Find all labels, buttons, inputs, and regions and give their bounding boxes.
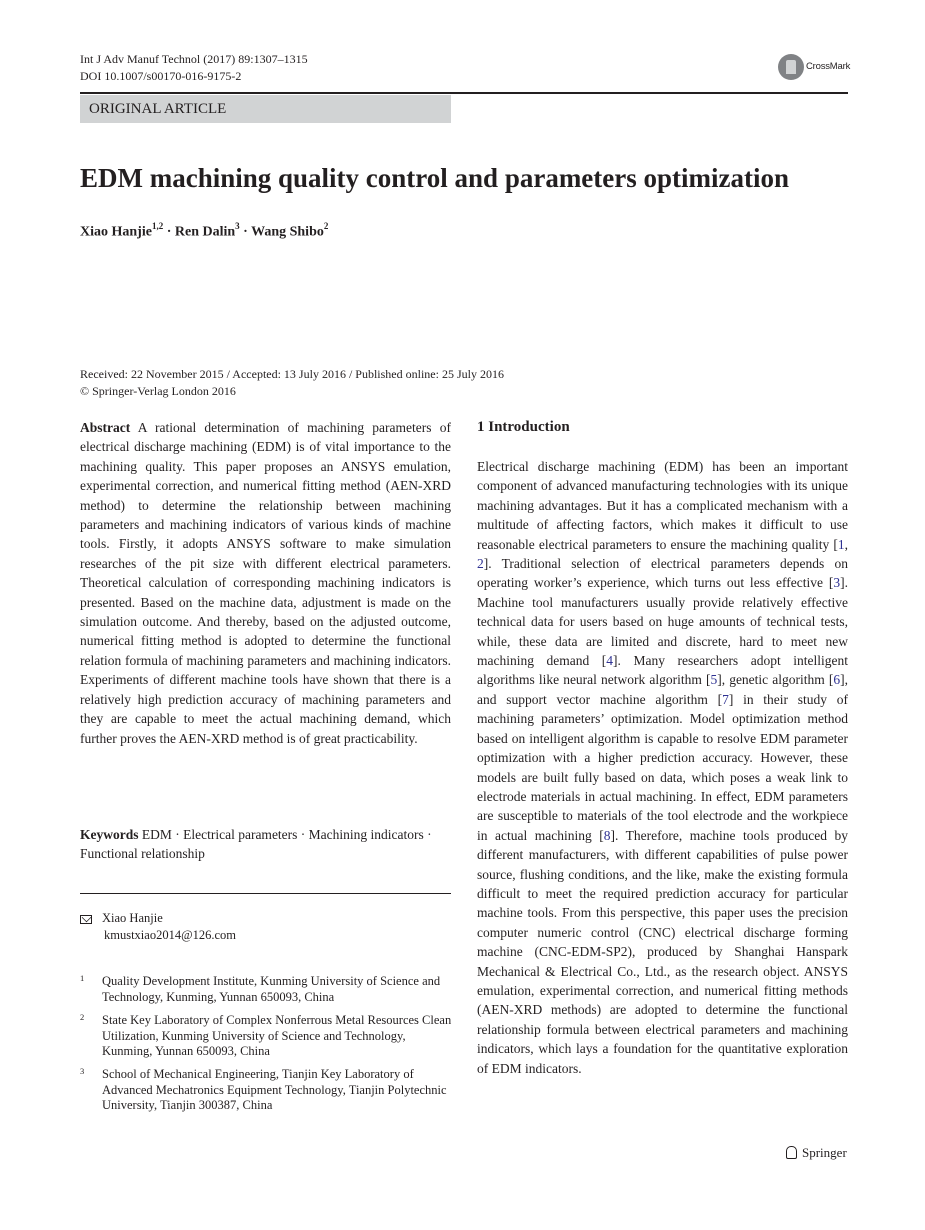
footnote-rule	[80, 893, 451, 894]
affiliation-number: 1	[80, 973, 85, 983]
affiliation-text: School of Mechanical Engineering, Tianjin Key Laboratory of Advanced Mechatronics Equipment Technology, Tianjin Polytechnic University, Tianjin 300387, China	[102, 1067, 447, 1113]
dates-line: Received: 22 November 2015 / Accepted: 13 July 2016 / Published online: 25 July 2016	[80, 367, 504, 381]
abstract	[80, 418, 451, 748]
corresponding-author-email[interactable]: kmustxiao2014@126.com	[104, 927, 236, 942]
abstract-text: A rational determination of machining parameters of electrical discharge machining (EDM) is of vital importance to the machining quality. This paper proposes an ANSYS emulation, experimental correction, and numerical fitting method (AEN-XRD method) to determine the relationship between machining parameters and machining indicators of various kinds of machine tools. Firstly, it adopts ANSYS software to make simulation researches of the pit size with different electrical parameters. Theoretical calculation of corresponding machining indicators is presented. Based on the machine data, adjustment is made on the simulation outcome. And thereby, based on the adjusted outcome, numerical fitting method is adopted to determine the functional relation formula of machining parameters and machining indicators. Experiments of different machine tools have shown that there is a relatively high prediction accuracy of machining parameters and they are capable to meet the actual machining demand, which further proves the AEN-XRD method is of great practicability.	[80, 420, 451, 746]
intro-text: ,	[844, 536, 848, 552]
author-list	[80, 217, 328, 243]
copyright-line: © Springer-Verlag London 2016	[80, 384, 236, 398]
journal-citation: Int J Adv Manuf Technol (2017) 89:1307–1315	[80, 52, 308, 66]
citation-link[interactable]: 7	[722, 691, 729, 707]
crossmark-label[interactable]: CrossMark	[806, 61, 851, 72]
author-name[interactable]: Ren Dalin	[174, 224, 236, 240]
section-heading-introduction: 1 Introduction	[477, 419, 570, 435]
citation-link[interactable]: 8	[603, 827, 611, 843]
intro-text: ], and support vector machine algorithm [	[477, 672, 848, 707]
author-separator: ·	[166, 224, 172, 240]
affiliation-number: 2	[80, 1012, 85, 1022]
affiliation-text: State Key Laboratory of Complex Nonferrous Metal Resources Clean Utilization, Kunming University of Science and Technology, Kunming, Yunnan 650093, China	[102, 1013, 452, 1059]
article-title: EDM machining quality control and parameters optimization	[80, 163, 790, 193]
keywords-label: Keywords	[80, 827, 139, 842]
top-rule	[80, 92, 848, 94]
citation-link[interactable]: 1	[837, 536, 845, 552]
author-name[interactable]: Xiao Hanjie	[80, 224, 152, 240]
correspondence	[80, 910, 236, 943]
intro-text: ], genetic algorithm [	[717, 672, 834, 688]
intro-text: ]. Traditional selection of electrical parameters depends on operating worker’s experience, which turns out less effective [	[477, 556, 848, 591]
corresponding-author-name: Xiao Hanjie	[102, 911, 163, 925]
intro-text: ] in their study of machining parameters’ optimization. Model optimization method based on intelligent algorithm is capable to resolve EDM parameter optimization with a higher prediction accuracy. However, these models are built fully based on data, which poses a weak link to electrode materials in actual machining. In effect, EDM parameters are susceptible to materials of the tool electrode and the workpiece in actual machining [	[477, 691, 848, 843]
citation-link[interactable]: 6	[833, 672, 841, 688]
article-type-tag: ORIGINAL ARTICLE	[80, 95, 451, 123]
intro-text: ]. Machine tool manufacturers usually provide relatively effective technical data for users based on huge amounts of technical tests, while, these data are limited and discrete, hard to meet new machining demand [	[477, 575, 848, 669]
introduction-body	[477, 457, 848, 1078]
citation-link[interactable]: 2	[477, 556, 484, 572]
publisher-label: Springer	[802, 1145, 847, 1160]
keywords	[80, 825, 451, 864]
citation-link[interactable]: 5	[710, 672, 718, 688]
intro-text: Electrical discharge machining (EDM) has been an important component of advanced manufacturing technologies with its unique machining advantages. But it has a complicated mechanism with a multitude of affecting factors, which makes it difficult to use reasonable electrical parameters to ensure the machining quality [	[477, 459, 848, 552]
springer-horse-icon	[786, 1146, 797, 1159]
author-separator: ·	[243, 224, 248, 240]
affiliation-number: 3	[80, 1066, 85, 1076]
keywords-text: EDM · Electrical parameters · Machining indicators · Functional relationship	[80, 827, 432, 862]
citation-link[interactable]: 3	[833, 575, 841, 591]
author-name[interactable]: Wang Shibo	[251, 224, 324, 240]
affiliation-text: Quality Development Institute, Kunming University of Science and Technology, Kunming, Yunnan 650093, China	[102, 974, 441, 1004]
author-affil-marker: 3	[235, 221, 240, 231]
citation-link[interactable]: 4	[606, 653, 614, 669]
doi[interactable]: DOI 10.1007/s00170-016-9175-2	[80, 69, 242, 83]
author-affil-marker: 1,2	[151, 221, 164, 231]
intro-text: ]. Many researchers adopt intelligent algorithms like neural network algorithm [	[477, 653, 848, 688]
publication-dates	[80, 366, 580, 400]
abstract-label: Abstract	[80, 420, 131, 435]
crossmark-icon[interactable]	[778, 54, 804, 80]
intro-text: ]. Therefore, machine tools produced by different manufacturers, with different capabilities of pulse power source, flushing conditions, and the like, make the existing formula difficult to meet the required prediction accuracy for particular machine tools. From this perspective, this paper uses the precision computer numeric control (CNC) electrical discharge forming machine (CNC-EDM-SP2), produced by Shanghai Hanspark Mechanical & Electrical Co., Ltd., as the research object. ANSYS emulation, experimental correction, and numerical fitting methods (AEN-XRD methods) are adopted to determine the functional relationship formula between electrical parameters and machining indicators, which lays a foundation for the quantitative exploration of EDM indicators.	[477, 827, 848, 1076]
author-affil-marker: 2	[323, 221, 329, 231]
envelope-icon	[80, 915, 92, 924]
